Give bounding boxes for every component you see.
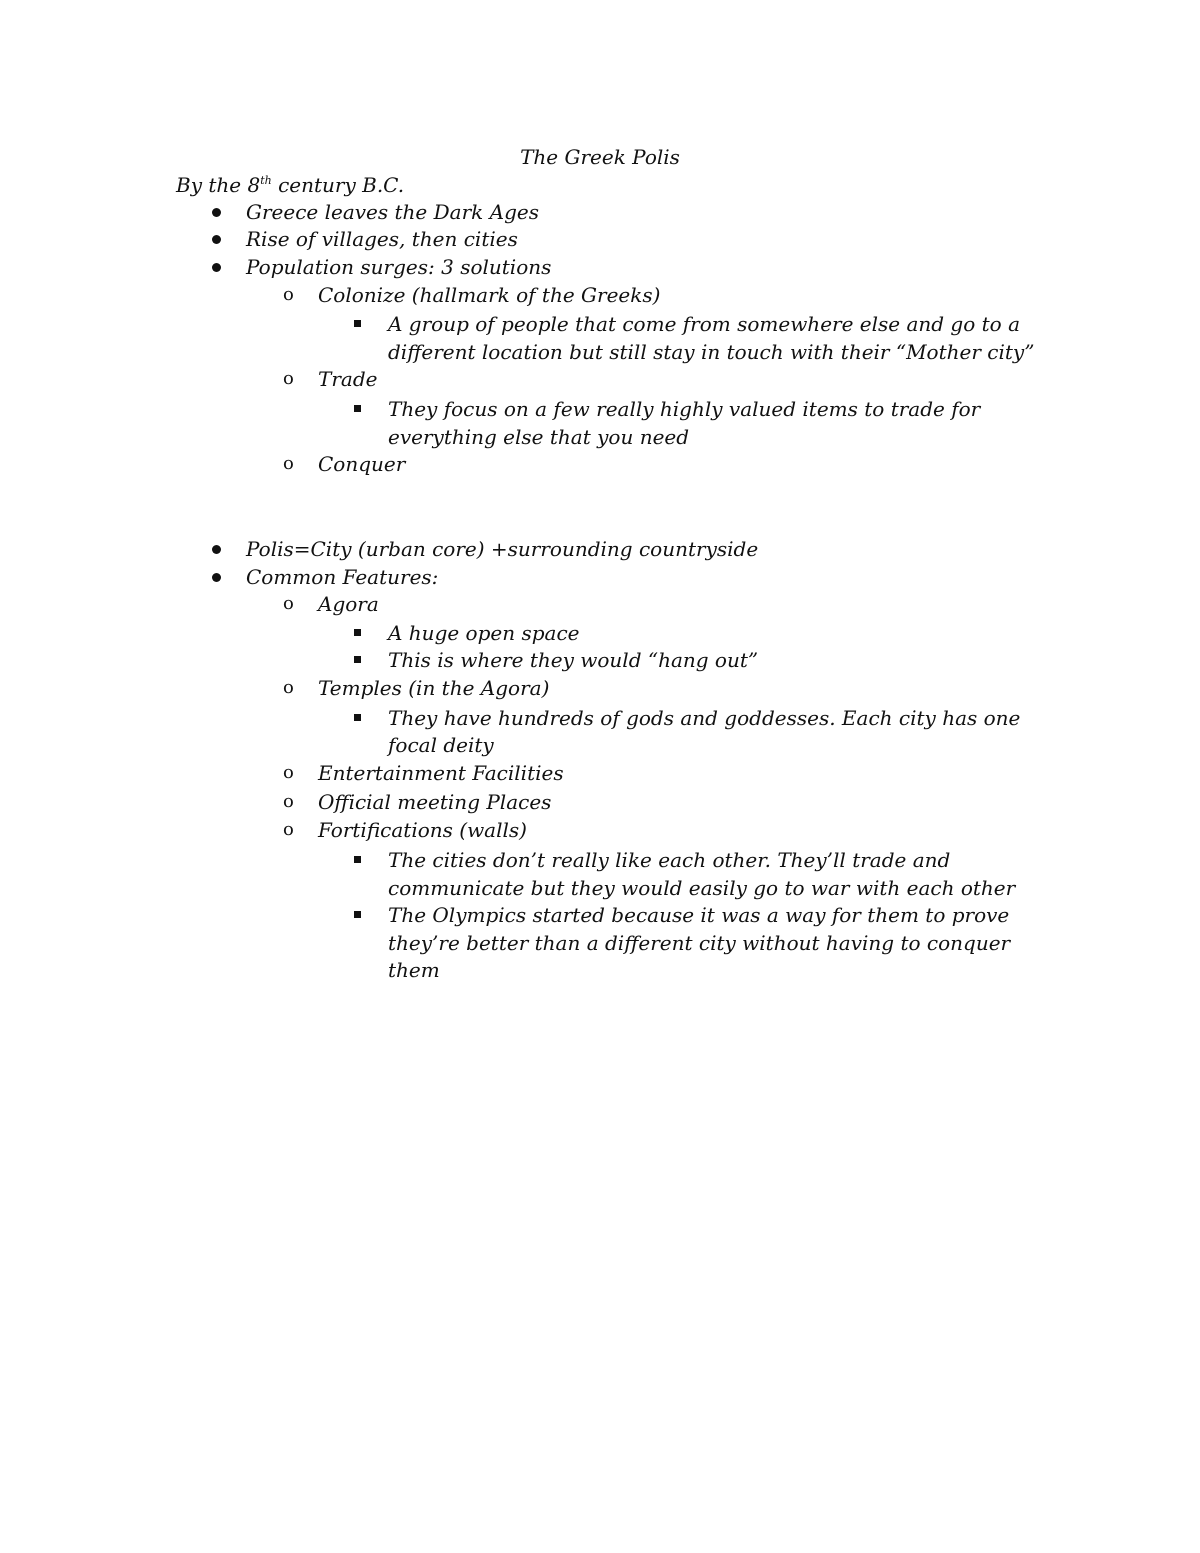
list-item-text: Common Features: [246,565,439,589]
sub-sub-list-item-text: them [388,958,440,982]
list-item-text: Polis=City (urban core) +surrounding countryside [246,537,759,561]
intro-text: By the 8 [176,173,261,197]
sub-list-item-text: Temples (in the Agora) [318,676,550,700]
hollow-circle-icon: o [283,762,294,783]
sub-list-item-text: Conquer [318,452,406,476]
sub-list-item-text: Colonize (hallmark of the Greeks) [318,283,661,307]
sub-list-item-text: Entertainment Facilities [318,761,564,785]
hollow-circle-icon: o [283,593,294,614]
sub-sub-list-item-text: different location but still stay in touch with their “Mother city” [388,340,1035,364]
document-title: The Greek Polis [520,145,680,169]
hollow-circle-icon: o [283,368,294,389]
square-bullet-icon [354,714,361,721]
intro-text-rest: century B.C. [271,173,405,197]
sub-sub-list-item-text: They focus on a few really highly valued items to trade for [388,397,981,421]
list-item-text: Population surges: 3 solutions [246,255,552,279]
square-bullet-icon [354,856,361,863]
hollow-circle-icon: o [283,791,294,812]
sub-sub-list-item-text: They have hundreds of gods and goddesses. Each city has one [388,706,1021,730]
square-bullet-icon [354,320,361,327]
sub-sub-list-item-text: they’re better than a different city without having to conquer [388,931,1011,955]
ordinal-superscript: th [260,174,272,187]
list-item-text: Rise of villages, then cities [246,227,518,251]
hollow-circle-icon: o [283,453,294,474]
sub-sub-list-item-text: everything else that you need [388,425,690,449]
list-item-text: Greece leaves the Dark Ages [246,200,539,224]
square-bullet-icon [354,629,361,636]
hollow-circle-icon: o [283,284,294,305]
intro-line [176,171,404,199]
sub-sub-list-item-text: This is where they would “hang out” [388,648,759,672]
square-bullet-icon [354,656,361,663]
sub-list-item-text: Official meeting Places [318,790,552,814]
sub-sub-list-item-text: The cities don’t really like each other. They’ll trade and [388,848,951,872]
hollow-circle-icon: o [283,677,294,698]
sub-sub-list-item-text: communicate but they would easily go to war with each other [388,876,1016,900]
bullet-dot-icon [212,263,221,272]
sub-sub-list-item-text: focal deity [388,733,494,757]
square-bullet-icon [354,911,361,918]
sub-sub-list-item-text: The Olympics started because it was a way for them to prove [388,903,1010,927]
bullet-dot-icon [212,208,221,217]
sub-list-item-text: Fortifications (walls) [318,818,527,842]
sub-sub-list-item-text: A huge open space [388,621,580,645]
hollow-circle-icon: o [283,819,294,840]
square-bullet-icon [354,405,361,412]
sub-sub-list-item-text: A group of people that come from somewhere else and go to a [388,312,1020,336]
sub-list-item-text: Trade [318,367,378,391]
bullet-dot-icon [212,573,221,582]
bullet-dot-icon [212,545,221,554]
bullet-dot-icon [212,235,221,244]
sub-list-item-text: Agora [318,592,379,616]
